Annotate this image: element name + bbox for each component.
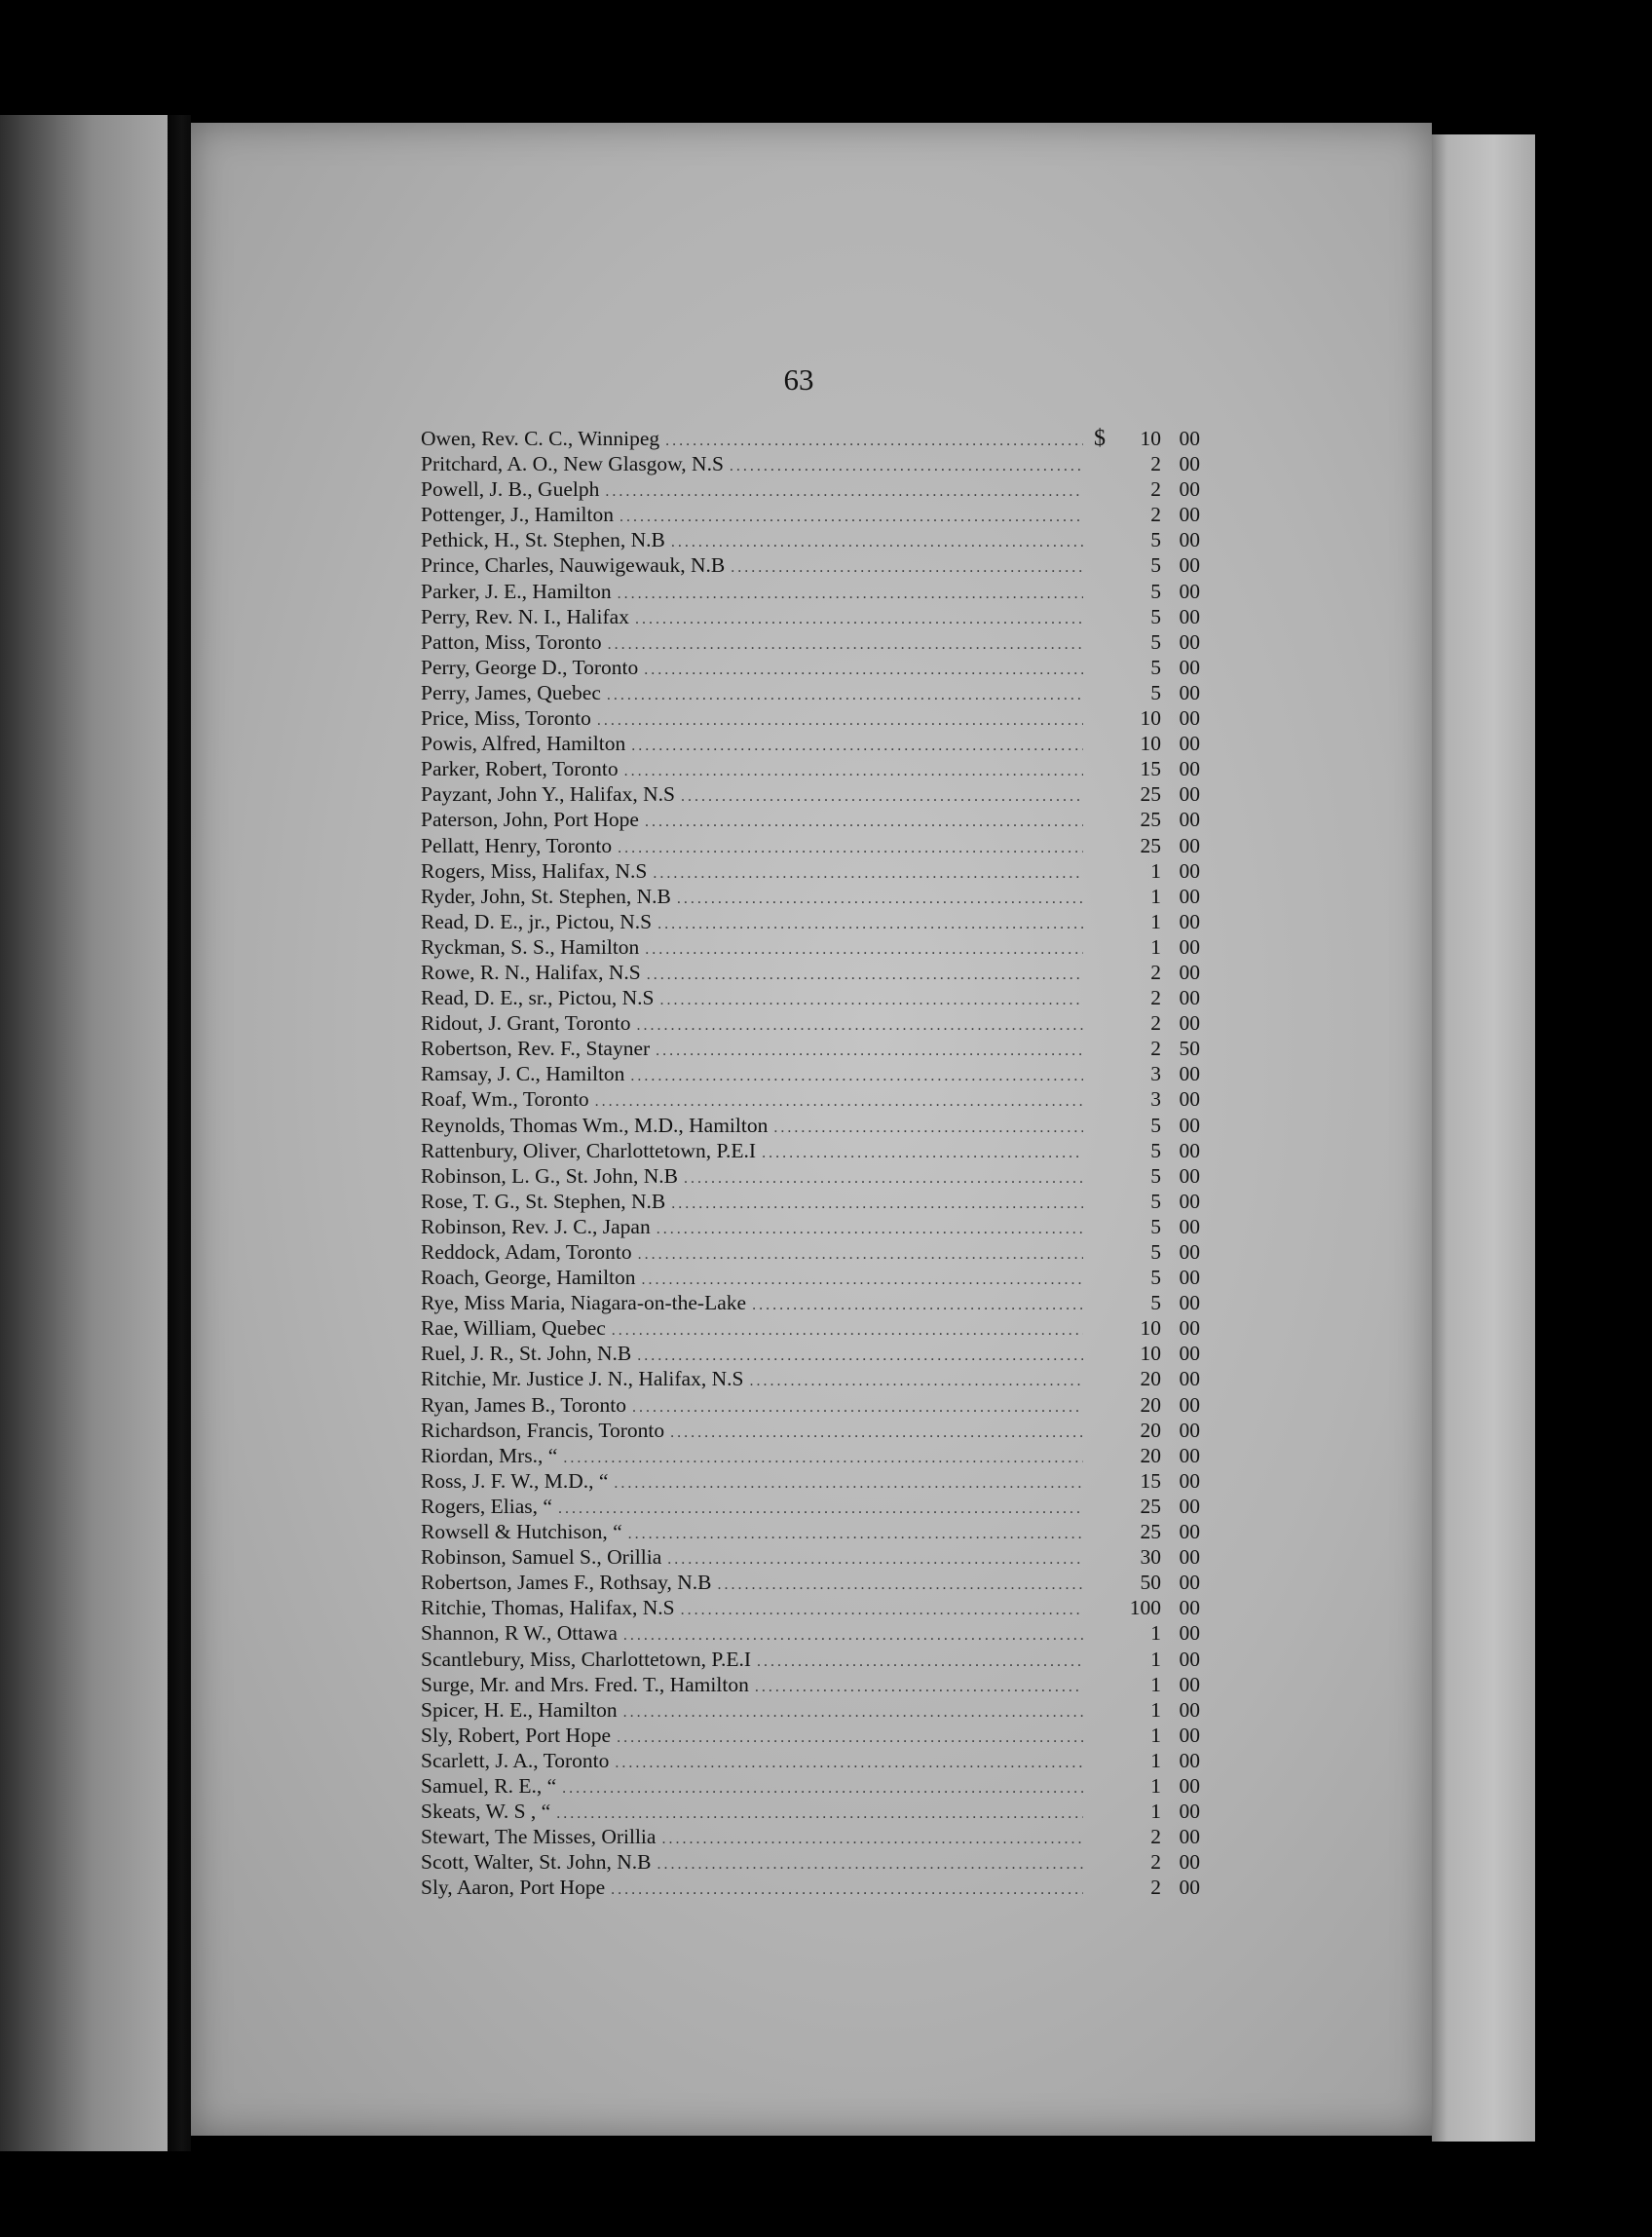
dot-leader	[731, 555, 1083, 581]
ledger-row	[421, 1341, 1200, 1366]
amount-dollars: 2	[1150, 503, 1161, 527]
amount-cents: 00	[1179, 1240, 1200, 1264]
amount-dollars: 25	[1140, 782, 1161, 807]
ledger-row	[421, 1443, 1200, 1468]
dot-leader	[644, 658, 1083, 683]
subscriber-name: Ridout, J. Grant, Toronto	[421, 1011, 631, 1036]
dot-leader	[677, 887, 1083, 912]
dot-leader	[667, 1547, 1083, 1573]
amount-cents: 00	[1179, 1342, 1200, 1366]
subscriber-name: Payzant, John Y., Halifax, N.S	[421, 782, 675, 807]
amount-cents: 00	[1179, 833, 1200, 857]
dot-leader	[623, 1700, 1083, 1725]
amount-cents: 00	[1179, 1443, 1200, 1467]
ledger-row	[421, 858, 1200, 884]
amount-cents: 00	[1179, 1494, 1200, 1518]
dot-leader	[618, 582, 1083, 607]
dot-leader	[752, 1293, 1083, 1318]
dot-leader	[671, 530, 1083, 555]
ledger-row	[421, 731, 1200, 756]
dot-leader	[611, 1877, 1083, 1903]
amount-cents: 00	[1179, 655, 1200, 679]
amount-cents: 00	[1179, 1571, 1200, 1595]
amount-cents: 00	[1179, 503, 1200, 527]
amount-cents: 00	[1179, 1367, 1200, 1391]
dot-leader	[615, 1751, 1083, 1776]
subscriber-name: Stewart, The Misses, Orillia	[421, 1825, 657, 1849]
amount-dollars: 5	[1150, 655, 1161, 679]
subscriber-name: Ryan, James B., Toronto	[421, 1392, 627, 1417]
amount-dollars: 5	[1150, 579, 1161, 603]
subscriber-name: Spicer, H. E., Hamilton	[421, 1697, 618, 1722]
subscriber-name: Rowsell & Hutchison, “	[421, 1520, 622, 1544]
ledger-row	[421, 934, 1200, 960]
dot-leader	[617, 1725, 1083, 1751]
ledger-row	[421, 451, 1200, 476]
dot-leader	[563, 1446, 1083, 1471]
amount-cents: 50	[1179, 1037, 1200, 1061]
subscriber-name: Sly, Robert, Port Hope	[421, 1723, 612, 1747]
ledger-row	[421, 1647, 1200, 1672]
amount-cents: 00	[1179, 1850, 1200, 1875]
ledger-row	[421, 1366, 1200, 1391]
subscriber-name: Ruel, J. R., St. John, N.B	[421, 1342, 632, 1366]
dot-leader	[645, 937, 1083, 963]
subscriber-name: Owen, Rev. C. C., Winnipeg	[421, 427, 660, 450]
ledger-row	[421, 884, 1200, 909]
subscriber-name: Roach, George, Hamilton	[421, 1266, 636, 1290]
subscriber-name: Price, Miss, Toronto	[421, 706, 591, 731]
subscriber-name: Robinson, L. G., St. John, N.B	[421, 1163, 679, 1188]
amount-cents: 00	[1179, 1876, 1200, 1900]
dot-leader	[635, 607, 1083, 632]
amount-cents: 00	[1179, 680, 1200, 704]
ledger-row	[421, 552, 1200, 578]
amount-dollars: 10	[1140, 427, 1161, 450]
amount-cents: 00	[1179, 934, 1200, 959]
subscriber-name: Scantlebury, Miss, Charlottetown, P.E.I	[421, 1647, 751, 1671]
subscriber-name: Read, D. E., jr., Pictou, N.S	[421, 909, 653, 933]
dot-leader	[624, 759, 1083, 784]
amount-dollars: 1	[1150, 1647, 1161, 1671]
amount-dollars: 25	[1140, 833, 1161, 857]
amount-cents: 00	[1179, 884, 1200, 908]
subscriber-name: Rogers, Elias, “	[421, 1494, 552, 1518]
ledger-row	[421, 502, 1200, 527]
ledger-row	[421, 579, 1200, 604]
dot-leader	[645, 810, 1083, 835]
amount-cents: 00	[1179, 1672, 1200, 1696]
dot-leader	[656, 1039, 1083, 1064]
amount-dollars: 2	[1150, 477, 1161, 502]
ledger-row	[421, 1570, 1200, 1595]
amount-cents: 00	[1179, 528, 1200, 552]
amount-dollars: 1	[1150, 1697, 1161, 1722]
amount-cents: 00	[1179, 1621, 1200, 1646]
ledger-row	[421, 1061, 1200, 1086]
dot-leader	[684, 1166, 1083, 1192]
subscriber-name: Ross, J. F. W., M.D., “	[421, 1468, 609, 1493]
amount-cents: 00	[1179, 1773, 1200, 1798]
subscriber-name: Powell, J. B., Guelph	[421, 477, 600, 502]
amount-dollars: 5	[1150, 553, 1161, 578]
subscriber-name: Patton, Miss, Toronto	[421, 629, 602, 654]
subscriber-name: Paterson, John, Port Hope	[421, 808, 639, 832]
amount-cents: 00	[1179, 1113, 1200, 1137]
amount-dollars: 25	[1140, 1494, 1161, 1518]
ledger-row	[421, 1723, 1200, 1748]
amount-cents: 00	[1179, 553, 1200, 578]
dot-leader	[661, 1827, 1083, 1852]
amount-cents: 00	[1179, 1087, 1200, 1112]
ledger-row	[421, 1265, 1200, 1290]
dot-leader	[659, 988, 1083, 1013]
amount-dollars: 2	[1150, 1876, 1161, 1900]
subscriber-name: Ryder, John, St. Stephen, N.B	[421, 884, 671, 908]
subscriber-name: Robertson, James F., Rothsay, N.B	[421, 1571, 712, 1595]
dot-leader	[717, 1573, 1083, 1598]
amount-cents: 00	[1179, 1520, 1200, 1544]
amount-dollars: 3	[1150, 1087, 1161, 1112]
amount-cents: 00	[1179, 1723, 1200, 1747]
amount-dollars: 2	[1150, 1850, 1161, 1875]
amount-cents: 00	[1179, 986, 1200, 1010]
amount-dollars: 5	[1150, 680, 1161, 704]
subscriber-name: Scott, Walter, St. John, N.B	[421, 1850, 652, 1875]
dot-leader	[657, 1217, 1083, 1242]
amount-cents: 00	[1179, 1062, 1200, 1086]
dot-leader	[632, 1395, 1083, 1421]
ledger-row	[421, 1849, 1200, 1875]
dot-leader	[757, 1649, 1083, 1675]
amount-cents: 00	[1179, 1748, 1200, 1772]
currency-symbol: $	[1094, 426, 1106, 451]
ledger-row	[421, 909, 1200, 934]
amount-cents: 00	[1179, 452, 1200, 476]
dot-leader	[636, 1013, 1083, 1039]
ledger-row	[421, 1595, 1200, 1620]
dot-leader	[749, 1369, 1083, 1394]
subscriber-name: Rye, Miss Maria, Niagara-on-the-Lake	[421, 1291, 747, 1315]
amount-dollars: 5	[1150, 528, 1161, 552]
dot-leader	[681, 784, 1083, 810]
ledger-row	[421, 1468, 1200, 1494]
amount-cents: 00	[1179, 1214, 1200, 1238]
amount-dollars: 1	[1150, 1800, 1161, 1824]
subscriber-name: Perry, George D., Toronto	[421, 655, 639, 679]
amount-dollars: 10	[1140, 1342, 1161, 1366]
ledger-row	[421, 833, 1200, 858]
dot-leader	[730, 454, 1083, 479]
amount-dollars: 5	[1150, 1163, 1161, 1188]
amount-dollars: 20	[1140, 1367, 1161, 1391]
amount-dollars: 30	[1140, 1545, 1161, 1570]
subscriber-name: Riordan, Mrs., “	[421, 1443, 558, 1467]
dot-leader	[657, 912, 1083, 937]
ledger-row	[421, 807, 1200, 832]
ledger-row	[421, 1290, 1200, 1315]
amount-cents: 00	[1179, 477, 1200, 502]
amount-dollars: 15	[1140, 1468, 1161, 1493]
amount-cents: 00	[1179, 1266, 1200, 1290]
ledger-row	[421, 1113, 1200, 1138]
subscriber-name: Reynolds, Thomas Wm., M.D., Hamilton	[421, 1113, 769, 1137]
ledger-row	[421, 655, 1200, 680]
ledger-row	[421, 1010, 1200, 1036]
amount-dollars: 1	[1150, 884, 1161, 908]
subscriber-name: Rogers, Miss, Halifax, N.S	[421, 858, 648, 883]
subscriber-name: Pritchard, A. O., New Glasgow, N.S	[421, 452, 724, 476]
amount-cents: 00	[1179, 1011, 1200, 1036]
amount-cents: 00	[1179, 960, 1200, 984]
facing-page-edge	[0, 115, 168, 2151]
amount-cents: 00	[1179, 706, 1200, 731]
subscriber-name: Ritchie, Thomas, Halifax, N.S	[421, 1596, 675, 1620]
dot-leader	[597, 708, 1083, 734]
amount-dollars: 15	[1140, 757, 1161, 781]
amount-dollars: 5	[1150, 629, 1161, 654]
amount-cents: 00	[1179, 1825, 1200, 1849]
page-number: 63	[783, 362, 814, 397]
amount-dollars: 5	[1150, 1138, 1161, 1162]
subscriber-name: Ritchie, Mr. Justice J. N., Halifax, N.S	[421, 1367, 744, 1391]
amount-dollars: 5	[1150, 1189, 1161, 1213]
subscriber-name: Perry, James, Quebec	[421, 680, 601, 704]
amount-cents: 00	[1179, 858, 1200, 883]
subscriber-name: Parker, Robert, Toronto	[421, 757, 619, 781]
amount-dollars: 20	[1140, 1443, 1161, 1467]
amount-cents: 00	[1179, 1291, 1200, 1315]
ledger-row	[421, 1239, 1200, 1265]
subscriber-name: Parker, J. E., Hamilton	[421, 579, 612, 603]
amount-dollars: 25	[1140, 1520, 1161, 1544]
dot-leader	[665, 429, 1083, 454]
amount-dollars: 2	[1150, 986, 1161, 1010]
amount-dollars: 2	[1150, 452, 1161, 476]
subscriber-name: Sly, Aaron, Port Hope	[421, 1876, 606, 1900]
amount-cents: 00	[1179, 1697, 1200, 1722]
amount-dollars: 2	[1150, 1825, 1161, 1849]
amount-cents: 00	[1179, 909, 1200, 933]
dot-leader	[638, 1242, 1083, 1268]
ledger-row	[421, 1544, 1200, 1570]
ledger-row	[421, 1189, 1200, 1214]
dot-leader	[618, 836, 1083, 861]
subscriber-name: Robinson, Samuel S., Orillia	[421, 1545, 662, 1570]
dot-leader	[562, 1776, 1083, 1801]
amount-dollars: 10	[1140, 732, 1161, 756]
ledger-row	[421, 1315, 1200, 1341]
dot-leader	[647, 963, 1083, 988]
ledger-row	[421, 476, 1200, 502]
amount-cents: 00	[1179, 579, 1200, 603]
amount-cents: 00	[1179, 1316, 1200, 1341]
subscriber-name: Ryckman, S. S., Hamilton	[421, 934, 640, 959]
dot-leader	[755, 1675, 1083, 1700]
dot-leader	[657, 1852, 1084, 1877]
amount-cents: 00	[1179, 1189, 1200, 1213]
subscriber-name: Rattenbury, Oliver, Charlottetown, P.E.I	[421, 1138, 757, 1162]
dot-leader	[607, 683, 1083, 708]
dot-leader	[614, 1471, 1083, 1497]
subscriber-name: Richardson, Francis, Toronto	[421, 1418, 665, 1442]
amount-dollars: 2	[1150, 1037, 1161, 1061]
subscription-list	[421, 426, 1200, 1900]
amount-dollars: 1	[1150, 1773, 1161, 1798]
amount-dollars: 25	[1140, 808, 1161, 832]
ledger-row	[421, 1086, 1200, 1112]
ledger-row	[421, 1672, 1200, 1697]
dot-leader	[558, 1497, 1083, 1522]
amount-dollars: 1	[1150, 909, 1161, 933]
subscriber-name: Roaf, Wm., Toronto	[421, 1087, 589, 1112]
ledger-row	[421, 1036, 1200, 1061]
amount-cents: 00	[1179, 732, 1200, 756]
dot-leader	[605, 479, 1083, 505]
ledger-row	[421, 756, 1200, 781]
subscriber-name: Samuel, R. E., “	[421, 1773, 557, 1798]
dot-leader	[762, 1141, 1083, 1166]
ledger-row	[421, 1163, 1200, 1189]
ledger-row	[421, 1748, 1200, 1773]
amount-dollars: 5	[1150, 1291, 1161, 1315]
dot-leader	[671, 1192, 1083, 1217]
amount-dollars: 50	[1140, 1571, 1161, 1595]
ledger-row	[421, 985, 1200, 1010]
subscriber-name: Pottenger, J., Hamilton	[421, 503, 614, 527]
amount-cents: 00	[1179, 1392, 1200, 1417]
amount-dollars: 20	[1140, 1418, 1161, 1442]
amount-cents: 00	[1179, 808, 1200, 832]
subscriber-name: Perry, Rev. N. I., Halifax	[421, 604, 629, 628]
amount-dollars: 1	[1150, 1621, 1161, 1646]
dot-leader	[628, 1522, 1083, 1547]
subscriber-name: Pethick, H., St. Stephen, N.B	[421, 528, 665, 552]
ledger-row	[421, 1697, 1200, 1723]
ledger-row	[421, 426, 1200, 451]
subscriber-name: Pellatt, Henry, Toronto	[421, 833, 613, 857]
amount-cents: 00	[1179, 1545, 1200, 1570]
amount-dollars: 1	[1150, 1748, 1161, 1772]
subscriber-name: Skeats, W. S , “	[421, 1800, 551, 1824]
book-gutter	[168, 115, 191, 2151]
subscriber-name: Rowe, R. N., Halifax, N.S	[421, 960, 641, 984]
subscriber-name: Read, D. E., sr., Pictou, N.S	[421, 986, 655, 1010]
subscriber-name: Scarlett, J. A., Toronto	[421, 1748, 610, 1772]
dot-leader	[773, 1116, 1083, 1141]
amount-dollars: 1	[1150, 934, 1161, 959]
amount-dollars: 100	[1129, 1596, 1161, 1620]
amount-cents: 00	[1179, 782, 1200, 807]
amount-cents: 00	[1179, 1138, 1200, 1162]
amount-cents: 00	[1179, 629, 1200, 654]
ledger-row	[421, 680, 1200, 705]
ledger-row	[421, 781, 1200, 807]
ledger-row	[421, 604, 1200, 629]
amount-dollars: 10	[1140, 706, 1161, 731]
amount-cents: 00	[1179, 757, 1200, 781]
amount-dollars: 10	[1140, 1316, 1161, 1341]
amount-cents: 00	[1179, 1596, 1200, 1620]
ledger-row	[421, 1799, 1200, 1824]
ledger-row	[421, 1875, 1200, 1900]
amount-cents: 00	[1179, 427, 1200, 450]
amount-dollars: 2	[1150, 960, 1161, 984]
amount-cents: 00	[1179, 604, 1200, 628]
dot-leader	[670, 1421, 1083, 1446]
dot-leader	[620, 505, 1083, 530]
ledger-row	[421, 1620, 1200, 1646]
subscriber-name: Ramsay, J. C., Hamilton	[421, 1062, 625, 1086]
ledger-row	[421, 527, 1200, 552]
dot-leader	[612, 1318, 1083, 1344]
dot-leader	[608, 632, 1083, 658]
subscriber-name: Shannon, R W., Ottawa	[421, 1621, 618, 1646]
ledger-row	[421, 629, 1200, 655]
dot-leader	[630, 1064, 1083, 1089]
amount-dollars: 5	[1150, 604, 1161, 628]
subscriber-name: Reddock, Adam, Toronto	[421, 1240, 632, 1264]
amount-dollars: 1	[1150, 1723, 1161, 1747]
ledger-row	[421, 1392, 1200, 1418]
ledger-row	[421, 1494, 1200, 1519]
ledger-row	[421, 1138, 1200, 1163]
ledger-row	[421, 1519, 1200, 1544]
subscriber-name: Robinson, Rev. J. C., Japan	[421, 1214, 651, 1238]
ledger-row	[421, 1418, 1200, 1443]
amount-cents: 00	[1179, 1647, 1200, 1671]
amount-cents: 00	[1179, 1418, 1200, 1442]
amount-dollars: 5	[1150, 1266, 1161, 1290]
amount-dollars: 1	[1150, 858, 1161, 883]
amount-dollars: 3	[1150, 1062, 1161, 1086]
ledger-row	[421, 1773, 1200, 1799]
ledger-row	[421, 960, 1200, 985]
subscriber-name: Rose, T. G., St. Stephen, N.B	[421, 1189, 666, 1213]
amount-cents: 00	[1179, 1468, 1200, 1493]
amount-dollars: 5	[1150, 1240, 1161, 1264]
dot-leader	[631, 734, 1083, 759]
subscriber-name: Rae, William, Quebec	[421, 1316, 606, 1341]
ledger-row	[421, 705, 1200, 731]
amount-cents: 00	[1179, 1800, 1200, 1824]
subscriber-name: Robertson, Rev. F., Stayner	[421, 1037, 651, 1061]
amount-cents: 00	[1179, 1163, 1200, 1188]
ledger-row	[421, 1824, 1200, 1849]
amount-dollars: 5	[1150, 1113, 1161, 1137]
subscriber-name: Prince, Charles, Nauwigewauk, N.B	[421, 553, 726, 578]
dot-leader	[653, 861, 1083, 887]
next-page-edge	[1432, 134, 1535, 2142]
amount-dollars: 2	[1150, 1011, 1161, 1036]
dot-leader	[681, 1598, 1083, 1623]
ledger-row	[421, 1214, 1200, 1239]
amount-dollars: 20	[1140, 1392, 1161, 1417]
amount-dollars: 1	[1150, 1672, 1161, 1696]
subscriber-name: Powis, Alfred, Hamilton	[421, 732, 626, 756]
amount-dollars: 5	[1150, 1214, 1161, 1238]
subscriber-name: Surge, Mr. and Mrs. Fred. T., Hamilton	[421, 1672, 749, 1696]
